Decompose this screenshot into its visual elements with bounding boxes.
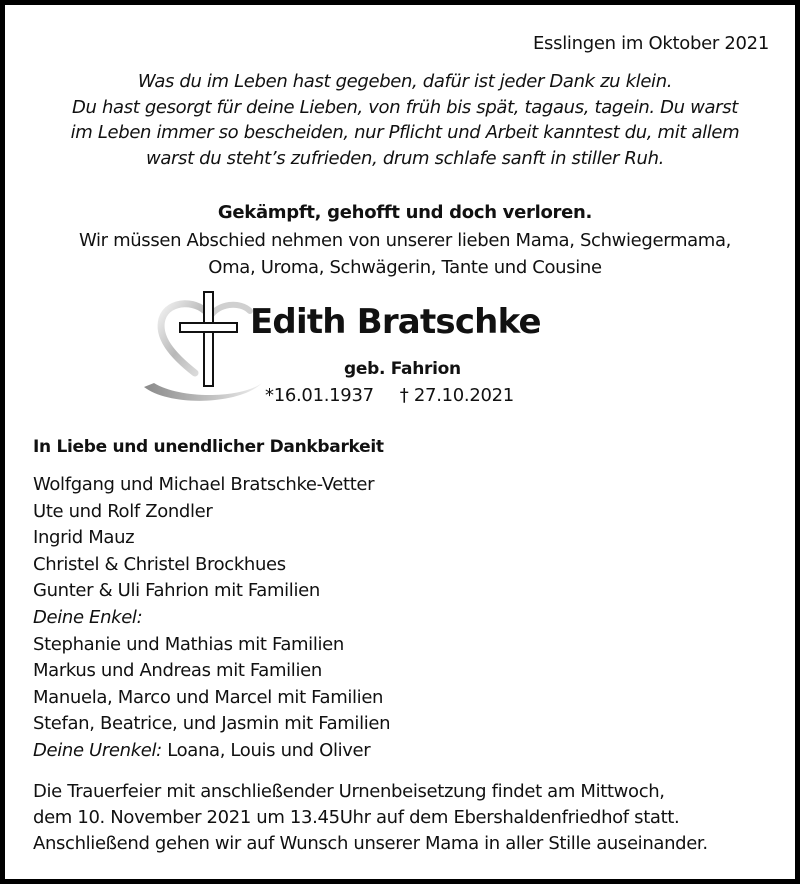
grandchild-line: Manuela, Marco und Marcel mit Familien <box>33 686 384 708</box>
motto: Gekämpft, gehofft und doch verloren. <box>217 202 593 223</box>
mourner-line: Gunter & Uli Fahrion mit Familien <box>33 580 320 602</box>
memorial-poem <box>5 69 800 171</box>
mourner-line: Ute und Rolf Zondler <box>33 500 213 522</box>
mourner-line: Wolfgang und Michael Bratschke-Vetter <box>33 474 375 495</box>
great-grandchildren-names: Loana, Louis und Oliver <box>167 739 371 761</box>
deceased-name: Edith Bratschke <box>250 302 541 342</box>
announcement-intro <box>5 227 800 281</box>
notice-line: dem 10. November 2021 um 13.45Uhr auf dem Ebershaldenfriedhof statt. <box>33 807 680 828</box>
notice-line: Anschließend gehen wir auf Wunsch unserer Mama in aller Stille auseinander. <box>33 833 708 854</box>
mourner-line: Ingrid Mauz <box>33 527 135 549</box>
great-grandchildren-line <box>33 738 390 765</box>
grandchild-line: Markus und Andreas mit Familien <box>33 660 322 682</box>
poem-line: im Leben immer so bescheiden, nur Pflicht und Arbeit kanntest du, mit allem <box>70 122 740 143</box>
grandchild-line: Stefan, Beatrice, und Jasmin mit Familien <box>33 713 391 735</box>
great-grandchildren-label: Deine Urenkel: <box>33 739 162 761</box>
intro-line: Wir müssen Abschied nehmen von unserer lieben Mama, Schwiegermama, <box>78 230 732 251</box>
dedication: In Liebe und unendlicher Dankbarkeit <box>33 437 384 457</box>
maiden-name: geb. Fahrion <box>344 359 461 379</box>
grandchild-line: Stephanie und Mathias mit Familien <box>33 633 344 655</box>
place-date: Esslingen im Oktober 2021 <box>532 33 769 54</box>
funeral-notice <box>33 779 708 857</box>
notice-line: Die Trauerfeier mit anschließender Urnenbeisetzung findet am Mittwoch, <box>33 781 665 802</box>
mourners-list <box>33 472 390 765</box>
heart-cross-icon <box>140 287 265 407</box>
life-dates <box>265 385 514 406</box>
poem-line: warst du steht’s zufrieden, drum schlafe sanft in stiller Ruh. <box>145 147 665 169</box>
poem-line: Was du im Leben hast gegeben, dafür ist jeder Dank zu klein. <box>137 71 673 92</box>
birth-date: *16.01.1937 <box>265 385 374 406</box>
grandchildren-label: Deine Enkel: <box>33 606 143 628</box>
mourner-line: Christel & Christel Brockhues <box>33 553 286 575</box>
death-date: † 27.10.2021 <box>399 385 514 406</box>
intro-line: Oma, Uroma, Schwägerin, Tante und Cousine <box>208 257 602 278</box>
poem-line: Du hast gesorgt für deine Lieben, von früh bis spät, tagaus, tagein. Du warst <box>72 96 738 118</box>
